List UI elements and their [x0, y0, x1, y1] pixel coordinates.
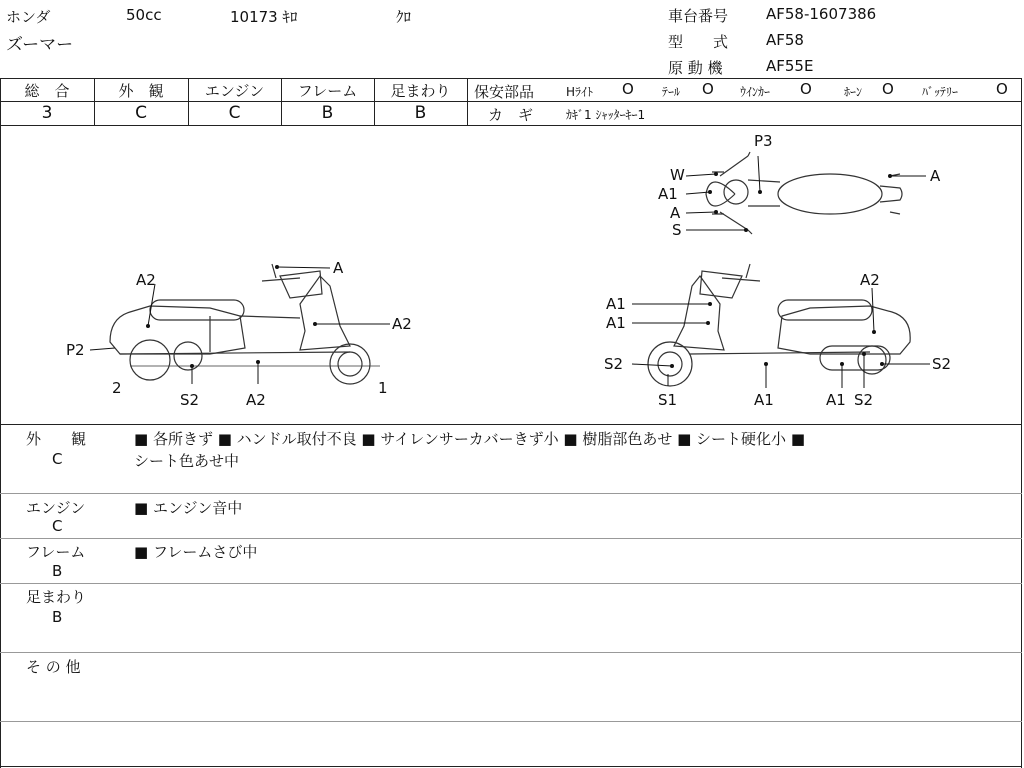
- remark-line: ■ エンジン音中: [134, 499, 243, 517]
- mark-a-handle-left: A: [333, 259, 344, 277]
- safety-label: 保安部品: [474, 83, 535, 101]
- mark-w: W: [670, 166, 685, 184]
- scooter-top-view: [706, 152, 902, 234]
- mark-s-top: S: [672, 221, 682, 239]
- score-value-total: 3: [41, 103, 53, 123]
- mark-s2-left: S2: [180, 391, 200, 409]
- mark-a1-top: A1: [658, 185, 678, 203]
- mark-p3: P3: [754, 132, 773, 150]
- score-value-frame: B: [321, 103, 334, 123]
- remark-label: エンジン: [26, 499, 86, 517]
- mark-s2-front-right: S2: [604, 355, 624, 373]
- remark-line: ■ フレームさび中: [134, 543, 258, 561]
- remark-line: ■ 各所きず ■ ハンドル取付不良 ■ サイレンサーカバーきず小 ■ 樹脂部色あせ ■ シート硬化小 ■: [134, 430, 805, 448]
- safety-mark-horn: O: [882, 80, 894, 98]
- safety-item-headlight: Hﾗｲﾄ: [566, 85, 594, 99]
- remark-line: シート色あせ中: [134, 452, 240, 470]
- mark-s2-rear-right: S2: [854, 391, 874, 409]
- score-value-suspension: B: [414, 103, 427, 123]
- model-name: ズーマー: [6, 35, 74, 55]
- key-value: ｶｷﾞ1 ｼｬｯﾀｰｷｰ1: [566, 108, 646, 122]
- safety-mark-headlight: O: [622, 80, 634, 98]
- remark-grade: C: [52, 450, 63, 468]
- mileage: 10173 ｷﾛ: [230, 8, 298, 26]
- frame-no: AF58-1607386: [766, 5, 877, 23]
- mark-a2-seat-left: A2: [136, 271, 156, 289]
- remark-grade: B: [52, 562, 63, 580]
- mark-a2-floor-left: A2: [246, 391, 266, 409]
- safety-mark-battery: O: [996, 80, 1008, 98]
- engine-label: 原 動 機: [668, 59, 723, 77]
- remark-grade: C: [52, 517, 63, 535]
- mark-a1-right-upper: A1: [606, 295, 626, 313]
- score-label-frame: フレーム: [297, 82, 358, 100]
- mark-a2-seat-right: A2: [860, 271, 880, 289]
- key-label: カ ギ: [488, 106, 534, 124]
- score-label-suspension: 足まわり: [390, 82, 451, 100]
- mark-a-top-left: A: [670, 204, 681, 222]
- engine-value: AF55E: [766, 57, 814, 75]
- safety-item-winker: ｳｲﾝｶｰ: [740, 85, 771, 99]
- frame-no-label: 車台番号: [668, 7, 729, 25]
- mark-a1-floor-right: A1: [754, 391, 774, 409]
- safety-item-tail: ﾃｰﾙ: [662, 85, 681, 99]
- safety-item-battery: ﾊﾞｯﾃﾘｰ: [922, 85, 959, 99]
- mark-a2-front-left: A2: [392, 315, 412, 333]
- type-value: AF58: [766, 31, 804, 49]
- safety-mark-tail: O: [702, 80, 714, 98]
- mark-a1-rear-right: A1: [826, 391, 846, 409]
- remark-label: そ の 他: [26, 658, 81, 676]
- score-label-exterior: 外 観: [118, 82, 164, 100]
- damage-diagram: [0, 126, 1022, 424]
- remark-label: フレーム: [26, 543, 86, 561]
- score-label-engine: エンジン: [204, 82, 265, 100]
- score-value-engine: C: [228, 103, 241, 123]
- safety-item-horn: ﾎｰﾝ: [844, 85, 863, 99]
- type-label: 型 式: [668, 33, 729, 51]
- mark-s2-muffler-right: S2: [932, 355, 952, 373]
- mark-front-label: 1: [378, 379, 388, 397]
- remark-label: 足まわり: [26, 588, 87, 606]
- color: ｸﾛ: [396, 8, 412, 26]
- maker: ホンダ: [6, 8, 51, 26]
- score-label-total: 総 合: [24, 82, 70, 100]
- mark-rear-label: 2: [112, 379, 122, 397]
- displacement: 50cc: [126, 6, 162, 24]
- mark-a-top-right: A: [930, 167, 941, 185]
- remark-grade: B: [52, 608, 63, 626]
- remark-label: 外 観: [26, 430, 87, 448]
- mark-p2: P2: [66, 341, 85, 359]
- mark-s1: S1: [658, 391, 678, 409]
- score-value-exterior: C: [135, 103, 147, 123]
- safety-mark-winker: O: [800, 80, 812, 98]
- mark-a1-right-lower: A1: [606, 314, 626, 332]
